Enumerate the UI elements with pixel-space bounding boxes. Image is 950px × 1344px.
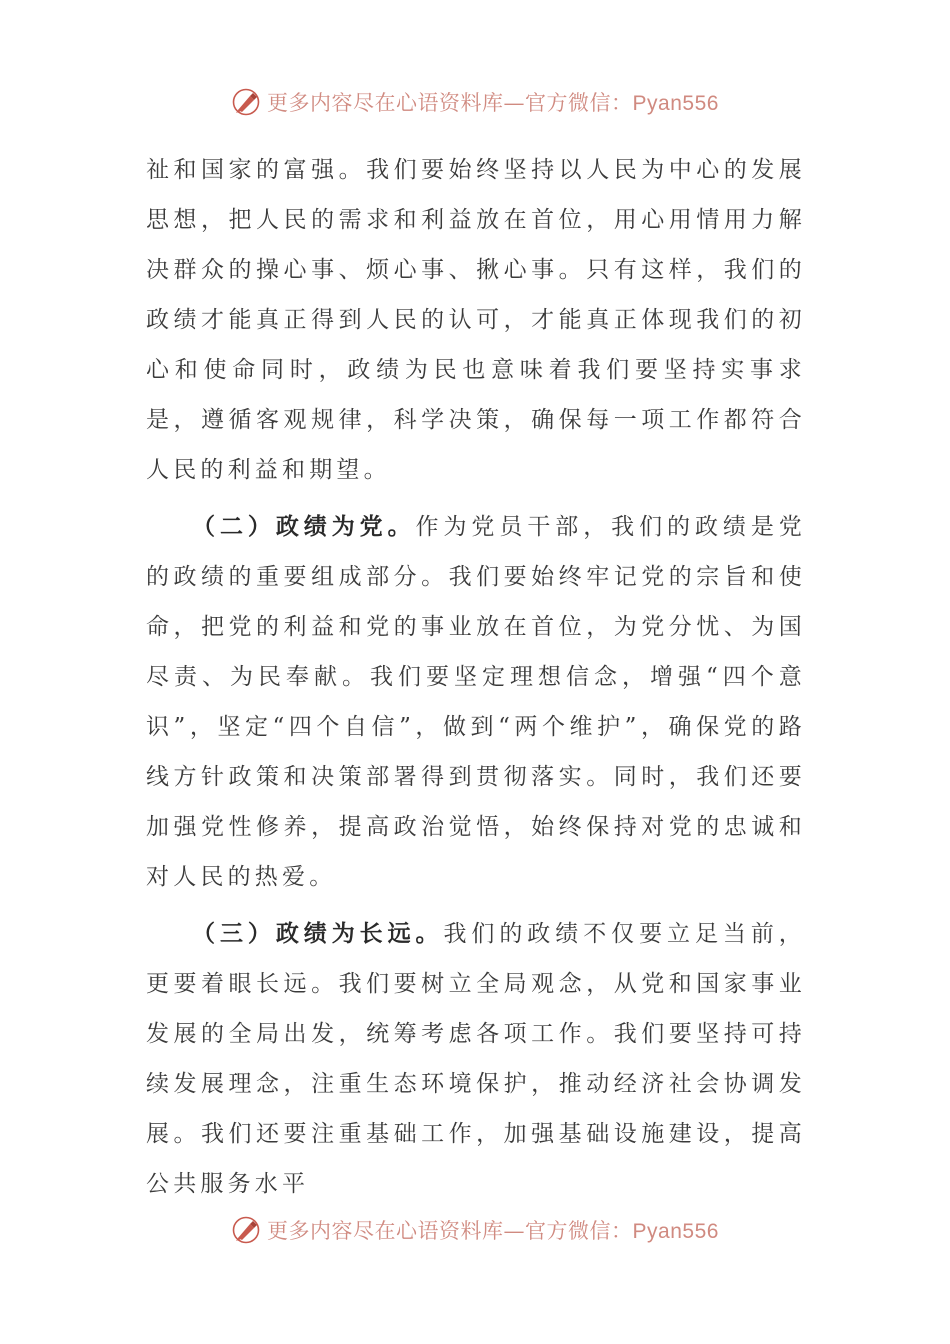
paragraph-1 (146, 145, 806, 495)
paragraph-3-lead: （三）政绩为长远。 (192, 920, 444, 947)
banner-text: 更多内容尽在心语资料库—官方微信：Pyan556 (267, 91, 719, 115)
wechat-id: Pyan556 (632, 1220, 719, 1243)
header-banner (0, 82, 950, 122)
pen-nib-logo-icon (231, 87, 261, 117)
paragraph-2 (146, 502, 806, 902)
paragraph-2-lead: （二）政绩为党。 (192, 513, 416, 540)
pen-nib-logo-icon (231, 1215, 261, 1245)
paragraph-2-text: 作为党员干部，我们的政绩是党的政绩的重要组成部分。我们要始终牢记党的宗旨和使命，把党的利益和党的事业放在首位，为党分忧、为国尽责、为民奉献。我们要坚定理想信念，增强“四个意识”，坚定“四个自信”，做到“两个维护”，确保党的路线方针政策和决策部署得到贯彻落实。同时，我们还要加强党性修养，提高政治觉悟，始终保持对党的忠诚和对人民的热爱。 (146, 514, 806, 890)
banner-text: 更多内容尽在心语资料库—官方微信：Pyan556 (267, 1219, 719, 1243)
paragraph-3 (146, 909, 806, 1209)
document-body (146, 145, 806, 1209)
paragraph-3-text: 我们的政绩不仅要立足当前，更要着眼长远。我们要树立全局观念，从党和国家事业发展的全局出发，统筹考虑各项工作。我们要坚持可持续发展理念，注重生态环境保护，推动经济社会协调发展。我们还要注重基础工作，加强基础设施建设，提高公共服务水平 (146, 921, 806, 1197)
wechat-id: Pyan556 (632, 92, 719, 115)
footer-banner (0, 1210, 950, 1250)
paragraph-1-text: 祉和国家的富强。我们要始终坚持以人民为中心的发展思想，把人民的需求和利益放在首位，用心用情用力解决群众的操心事、烦心事、揪心事。只有这样，我们的政绩才能真正得到人民的认可，才能真正体现我们的初心和使命同时，政绩为民也意味着我们要坚持实事求是，遵循客观规律，科学决策，确保每一项工作都符合人民的利益和期望。 (146, 157, 806, 483)
